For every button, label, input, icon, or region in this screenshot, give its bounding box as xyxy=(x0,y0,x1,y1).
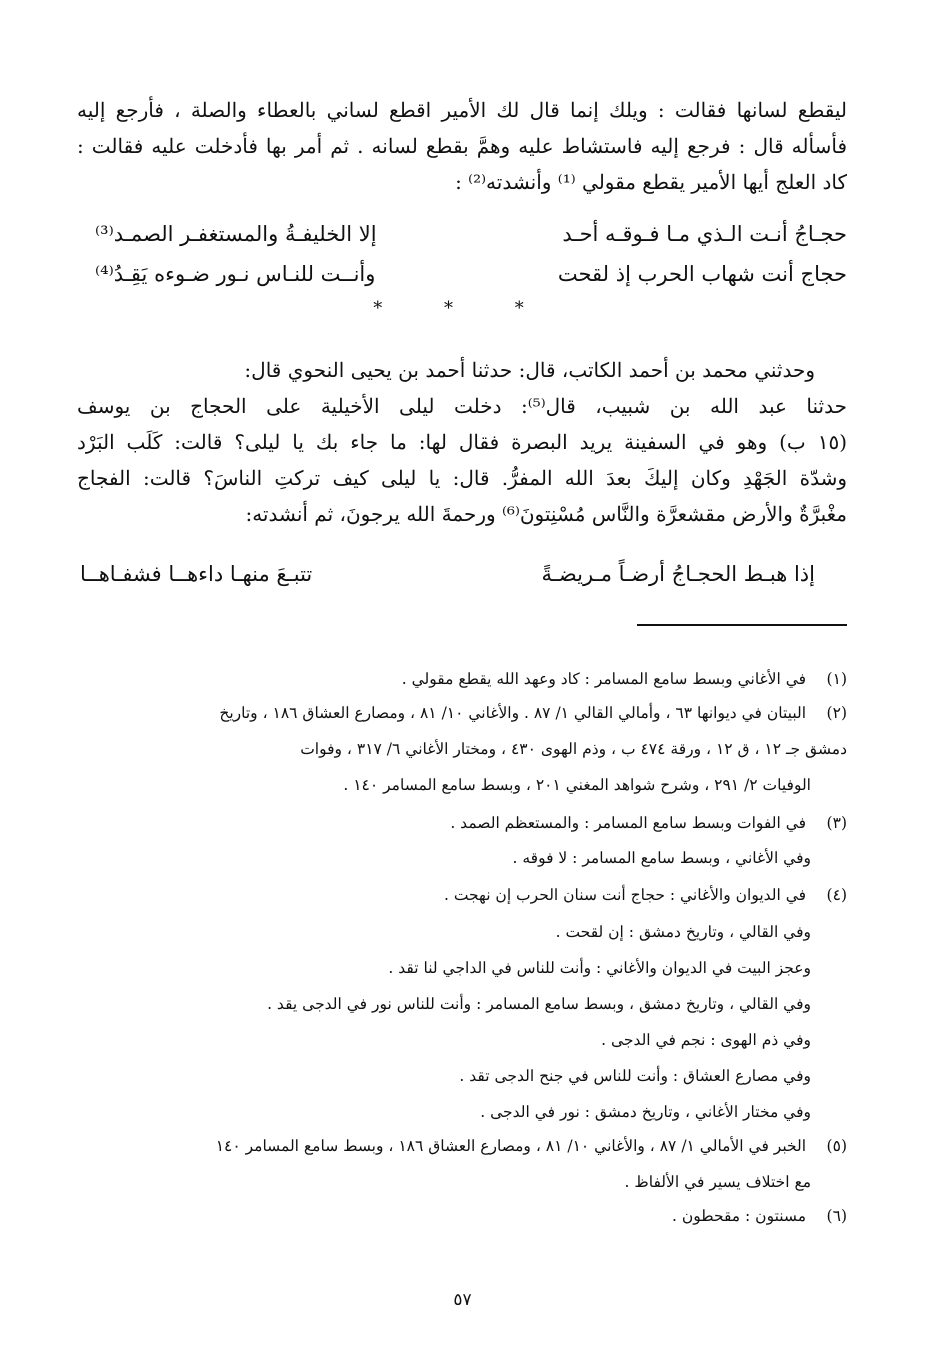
body-line: كاد العلج أيها الأمير يقطع مقولي ⁽¹⁾ وأنشدته⁽²⁾ : xyxy=(455,170,847,194)
body-line: فأسأله قال : فرجع إليه فاستشاط عليه وهمَّ بقطع لسانه . ثم أمر بها فأدخلت عليه فقالت : xyxy=(77,134,847,158)
footnote-text: وفي مختار الأغاني ، وتاريخ دمشق : نور في الدجى . xyxy=(480,1103,811,1121)
footnote-number: (٣) xyxy=(826,814,847,832)
section-separator: * * * xyxy=(373,298,552,319)
verse-hemistich: إذا هبـط الحجـاجُ أرضـاً مـريضـةً xyxy=(541,562,815,586)
footnote-text: مع اختلاف يسير في الألفاظ . xyxy=(624,1173,811,1191)
footnote-text: في الأغاني وبسط سامع المسامر : كاد وعهد الله يقطع مقولي . xyxy=(401,670,807,688)
footnote xyxy=(77,698,847,728)
body-line: حدثنا عبد الله بن شبيب، قال⁽⁵⁾: دخلت ليلى الأخيلية على الحجاج بن يوسف xyxy=(77,394,847,418)
footnote-text: الوفيات ٢/ ٢٩١ ، وشرح شواهد المغني ٢٠١ ، وبسط سامع المسامر ١٤٠ . xyxy=(343,776,811,794)
footnote-number: (٢) xyxy=(826,704,847,722)
footnote-text: مسنتون : مقحطون . xyxy=(672,1207,807,1225)
body-line: ليقطع لسانها فقالت : ويلك إنما قال لك الأمير اقطع لساني بالعطاء والصلة ، فأرجع إليه xyxy=(77,98,847,122)
footnote xyxy=(77,880,847,910)
footnote-text: دمشق جـ ١٢ ، ق ١٢ ، ورقة ٤٧٤ ب ، وذم الهوى ٤٣٠ ، ومختار الأغاني ٦/ ٣١٧ ، وفوات xyxy=(300,740,847,758)
footnote xyxy=(77,808,847,838)
footnote-text: البيتان في ديوانها ٦٣ ، وأمالي القالي ١/ ٨٧ . والأغاني ١٠/ ٨١ ، ومصارع العشاق ١٨٦ ، وتاريخ xyxy=(219,704,807,722)
footnote-text: وفي القالي ، وتاريخ دمشق : إن لقحت . xyxy=(555,923,811,941)
footnote-text: وفي الأغاني ، وبسط سامع المسامر : لا فوقه . xyxy=(512,849,811,867)
verse-hemistich: وأنــت للنـاس نـور ضـوءه يَقِـدُ⁽⁴⁾ xyxy=(95,262,376,286)
footnote-number: (٤) xyxy=(826,886,847,904)
footnote-number: (١) xyxy=(826,670,847,688)
footnote-divider xyxy=(637,624,847,626)
footnote-text: وعجز البيت في الديوان والأغاني : وأنت للناس في الداجي لنا تقد . xyxy=(388,959,811,977)
verse-hemistich: حجاج أنت شهاب الحرب إذ لقحت xyxy=(557,262,847,286)
footnote xyxy=(77,664,847,694)
body-line: وشدّة الجَهْدِ وكان إليكَ بعدَ الله المفرُّ. قال: يا ليلى كيف تركتِ الناسَ؟ قالت: الفجاج xyxy=(77,466,847,490)
page-number: ٥٧ xyxy=(453,1290,472,1310)
verse-hemistich: إلا الخليفـةُ والمستغفـر الصمـد⁽³⁾ xyxy=(95,222,377,246)
footnote-text: في الديوان والأغاني : حجاج أنت سنان الحرب إن نهجت . xyxy=(443,886,807,904)
verse-hemistich: تتبـعَ منهـا داءهــا فشفـاهــا xyxy=(80,562,313,586)
body-line: (١٥ ب) وهو في السفينة يريد البصرة فقال لها: ما جاء بك يا ليلى؟ قالت: كَلَب البَرْد xyxy=(77,430,847,454)
body-line: مغْبرَّةٌ والأرض مقشعرَّة والنَّاس مُسْنِتونَ⁽⁶⁾ ورحمةَ الله يرجونَ، ثم أنشدته: xyxy=(245,502,847,526)
footnote xyxy=(77,1131,847,1161)
footnote-text: وفي ذم الهوى : نجم في الدجى . xyxy=(601,1031,811,1049)
verse-hemistich: حجـاجُ أنـت الـذي مـا فـوقـه أحـد xyxy=(562,222,847,246)
footnote-number: (٥) xyxy=(826,1137,847,1155)
footnote-number: (٦) xyxy=(826,1207,847,1225)
footnote-text: الخبر في الأمالي ١/ ٨٧ ، والأغاني ١٠/ ٨١ ، ومصارع العشاق ١٨٦ ، وبسط سامع المسامر ١٤٠ xyxy=(215,1137,807,1155)
footnote-text: وفي القالي ، وتاريخ دمشق ، وبسط سامع المسامر : وأنت للناس نور في الدجى يقد . xyxy=(267,995,811,1013)
footnote xyxy=(77,1201,847,1231)
footnote-text: في الفوات وبسط سامع المسامر : والمستعظم الصمد . xyxy=(450,814,807,832)
footnote-text: وفي مصارع العشاق : وأنت للناس في جنح الدجى تقد . xyxy=(459,1067,811,1085)
body-line: وحدثني محمد بن أحمد الكاتب، قال: حدثنا أحمد بن يحيى النحوي قال: xyxy=(244,358,815,382)
